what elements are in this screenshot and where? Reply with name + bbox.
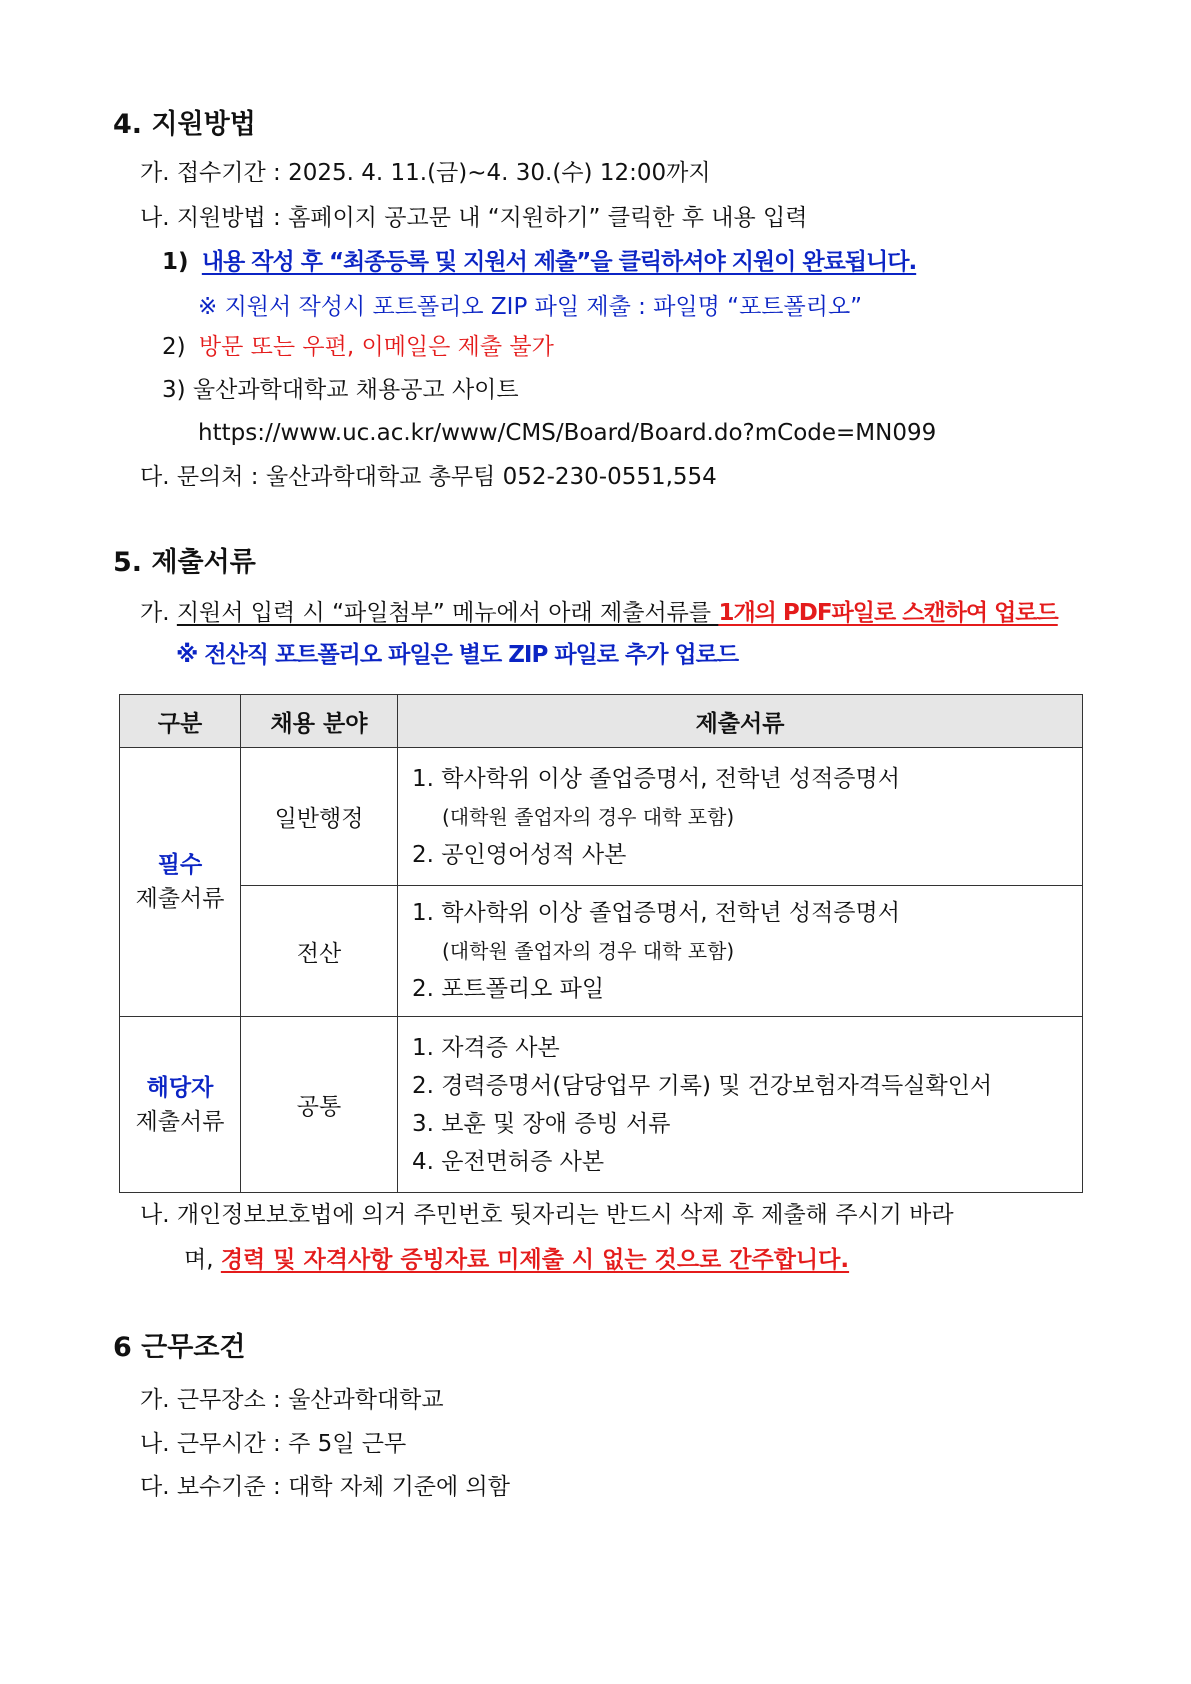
documents-common bbox=[398, 1017, 1083, 1193]
table-header-row bbox=[120, 695, 1083, 748]
portfolio-note: ※ 지원서 작성시 포트폴리오 ZIP 파일 제출 : 파일명 “포트폴리오” bbox=[198, 294, 863, 320]
category-applicable bbox=[120, 1017, 241, 1193]
item-a-prefix: 가. bbox=[140, 600, 177, 626]
section6-item-b: 나. 근무시간 : 주 5일 근무 bbox=[140, 1431, 407, 1457]
doc-line: 2. 경력증명서(담당업무 기록) 및 건강보험자격득실확인서 bbox=[412, 1072, 993, 1099]
field-computing: 전산 bbox=[241, 886, 398, 1017]
sub-item-2-text: 방문 또는 우편, 이메일은 제출 불가 bbox=[198, 334, 554, 360]
header-category: 구분 bbox=[120, 695, 241, 748]
table-row bbox=[120, 886, 1083, 1017]
doc-line: (대학원 졸업자의 경우 대학 포함) bbox=[442, 804, 735, 829]
sub-item-1-text: 내용 작성 후 “최종등록 및 지원서 제출”을 클릭하셔야 지원이 완료됩니다. bbox=[201, 249, 917, 275]
section6-heading: 6 근무조건 bbox=[113, 1332, 246, 1363]
section4-item-b: 나. 지원방법 : 홈페이지 공고문 내 “지원하기” 클릭한 후 내용 입력 bbox=[140, 205, 808, 231]
sub-item-1-number: 1) bbox=[162, 249, 189, 275]
section5-item-a bbox=[140, 598, 1058, 628]
item-b-prefix: 며, bbox=[184, 1247, 221, 1273]
section6-item-a: 가. 근무장소 : 울산과학대학교 bbox=[140, 1387, 444, 1413]
doc-line: 1. 학사학위 이상 졸업증명서, 전학년 성적증명서 bbox=[412, 900, 900, 926]
recruitment-site-url[interactable]: https://www.uc.ac.kr/www/CMS/Board/Board.do?mCode=MN099 bbox=[198, 420, 937, 446]
documents-computing bbox=[398, 886, 1083, 1017]
section6-item-c: 다. 보수기준 : 대학 자체 기준에 의함 bbox=[140, 1474, 510, 1500]
header-field: 채용 분야 bbox=[241, 695, 398, 748]
field-common: 공통 bbox=[241, 1017, 398, 1193]
section5-item-b-line2 bbox=[184, 1245, 849, 1275]
sub-item-2-number: 2) bbox=[162, 334, 186, 360]
doc-line: 2. 공인영어성적 사본 bbox=[412, 841, 627, 868]
doc-line: 4. 운전면허증 사본 bbox=[412, 1148, 605, 1175]
doc-line: 1. 자격증 사본 bbox=[412, 1034, 560, 1061]
category-applicable-label: 제출서류 bbox=[135, 1108, 225, 1135]
section4-item-c: 다. 문의처 : 울산과학대학교 총무팀 052-230-0551,554 bbox=[140, 464, 717, 490]
section5-heading: 5. 제출서류 bbox=[113, 547, 256, 578]
section4-sub-item-1 bbox=[162, 247, 916, 277]
section5-item-b-line1: 나. 개인정보보호법에 의거 주민번호 뒷자리는 반드시 삭제 후 제출해 주시기 바라 bbox=[140, 1202, 954, 1228]
category-required bbox=[120, 748, 241, 1017]
doc-line: 3. 보훈 및 장애 증빙 서류 bbox=[412, 1110, 671, 1137]
doc-line: (대학원 졸업자의 경우 대학 포함) bbox=[442, 939, 735, 963]
portfolio-upload-note: ※ 전산직 포트폴리오 파일은 별도 ZIP 파일로 추가 업로드 bbox=[176, 642, 739, 668]
table-row bbox=[120, 748, 1083, 886]
section4-item-a: 가. 접수기간 : 2025. 4. 11.(금)~4. 30.(수) 12:00까지 bbox=[140, 160, 711, 186]
table-row bbox=[120, 1017, 1083, 1193]
category-required-strong: 필수 bbox=[157, 852, 203, 878]
field-general-admin: 일반행정 bbox=[241, 748, 398, 886]
category-applicable-strong: 해당자 bbox=[146, 1074, 214, 1101]
section4-heading: 4. 지원방법 bbox=[113, 109, 256, 140]
item-b-emphasis: 경력 및 자격사항 증빙자료 미제출 시 없는 것으로 간주합니다. bbox=[220, 1247, 850, 1273]
section4-sub-item-3: 3) 울산과학대학교 채용공고 사이트 bbox=[162, 377, 519, 403]
item-a-text: 지원서 입력 시 “파일첨부” 메뉴에서 아래 제출서류를 bbox=[176, 600, 719, 626]
header-documents: 제출서류 bbox=[398, 695, 1083, 748]
doc-line: 1. 학사학위 이상 졸업증명서, 전학년 성적증명서 bbox=[412, 765, 900, 792]
documents-general-admin bbox=[398, 748, 1083, 886]
section4-sub-item-2 bbox=[162, 332, 554, 362]
item-a-emphasis: 1개의 PDF파일로 스캔하여 업로드 bbox=[718, 600, 1058, 626]
doc-line: 2. 포트폴리오 파일 bbox=[412, 976, 605, 1002]
submission-documents-table bbox=[119, 694, 1083, 1193]
category-required-label: 제출서류 bbox=[135, 886, 225, 912]
